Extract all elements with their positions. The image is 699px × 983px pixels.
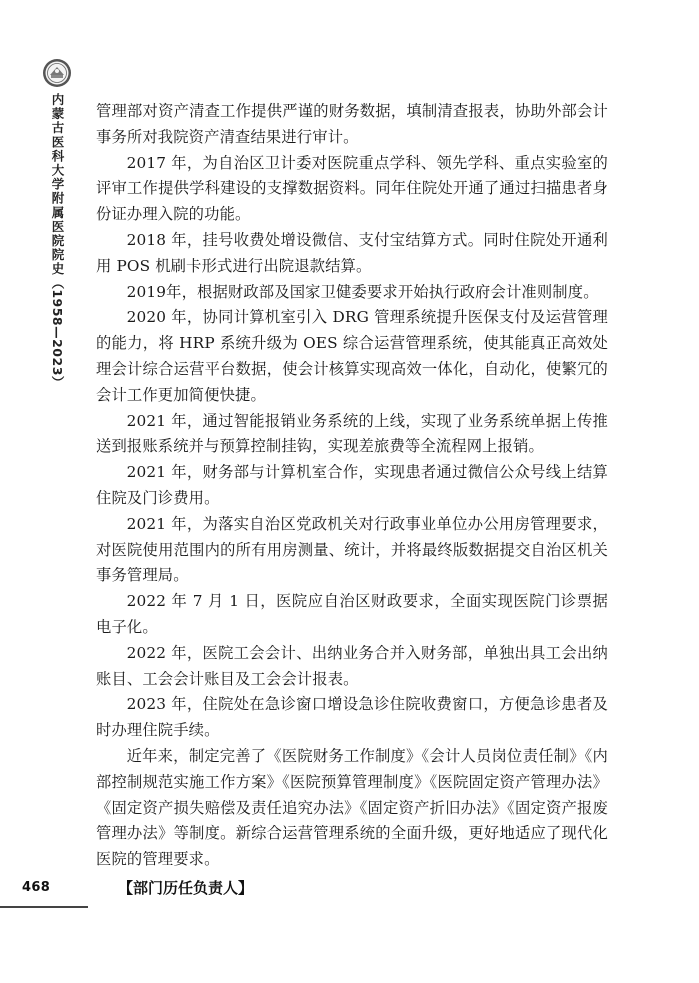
section-heading: 【部门历任负责人】 bbox=[118, 878, 254, 897]
footer-rule bbox=[0, 906, 88, 908]
paragraph: 2021 年，通过智能报销业务系统的上线，实现了业务系统单据上传推送到报账系统并与预算控制挂钩，实现差旅费等全流程网上报销。 bbox=[96, 411, 608, 456]
paragraph: 管理部对资产清查工作提供严谨的财务数据，填制清查报表，协助外部会计事务所对我院资产清查结果进行审计。 bbox=[96, 102, 608, 146]
main-text bbox=[96, 99, 608, 899]
book-title: 内蒙古医科大学附属医院院史（1958—2023） bbox=[50, 93, 65, 389]
page-footer bbox=[0, 872, 88, 908]
paragraph: 2020 年，协同计算机室引入 DRG 管理系统提升医保支付及运营管理的能力，将 HRP 系统升级为 OES 综合运营管理系统，使其能真正高效处理会计综合运营平台数据，使会计核算实现高效一体化，自动化，使繁冗的会计工作更加简便快捷。 bbox=[96, 308, 608, 404]
paragraph: 2017 年，为自治区卫计委对医院重点学科、领先学科、重点实验室的评审工作提供学科建设的支撑数据资料。同年住院处开通了通过扫描患者身份证办理入院的功能。 bbox=[96, 153, 608, 224]
university-seal-icon bbox=[42, 58, 72, 88]
paragraph: 近年来，制定完善了《医院财务工作制度》《会计人员岗位责任制》《内部控制规范实施工作方案》《医院预算管理制度》《医院固定资产管理办法》《固定资产损失赔偿及责任追究办法》《固定资产折旧办法》《固定资产报废管理办法》等制度。新综合运营管理系统的全面升级，更好地适应了现代化医院的管理要求。 bbox=[96, 746, 608, 869]
paragraph: 2021 年，财务部与计算机室合作，实现患者通过微信公众号线上结算住院及门诊费用。 bbox=[96, 463, 608, 507]
paragraph: 2022 年，医院工会会计、出纳业务合并入财务部，单独出具工会出纳账目、工会会计账目及工会会计报表。 bbox=[96, 643, 608, 688]
paragraph: 2022 年 7 月 1 日，医院应自治区财政要求，全面实现医院门诊票据电子化。 bbox=[96, 592, 608, 636]
paragraph: 2018 年，挂号收费处增设微信、支付宝结算方式。同时住院处开通利用 POS 机刷卡形式进行出院退款结算。 bbox=[96, 230, 608, 275]
paragraph: 2019年，根据财政部及国家卫健委要求开始执行政府会计准则制度。 bbox=[126, 282, 599, 301]
sidebar bbox=[0, 0, 88, 983]
page-number: 468 bbox=[22, 880, 51, 895]
paragraph: 2021 年，为落实自治区党政机关对行政事业单位办公用房管理要求，对医院使用范围内的所有用房测量、统计，并将最终版数据提交自治区机关事务管理局。 bbox=[96, 514, 608, 585]
book-title-years: （1958—2023） bbox=[50, 276, 65, 389]
paragraph: 2023 年，住院处在急诊窗口增设急诊住院收费窗口，方便急诊患者及时办理住院手续。 bbox=[96, 695, 608, 740]
